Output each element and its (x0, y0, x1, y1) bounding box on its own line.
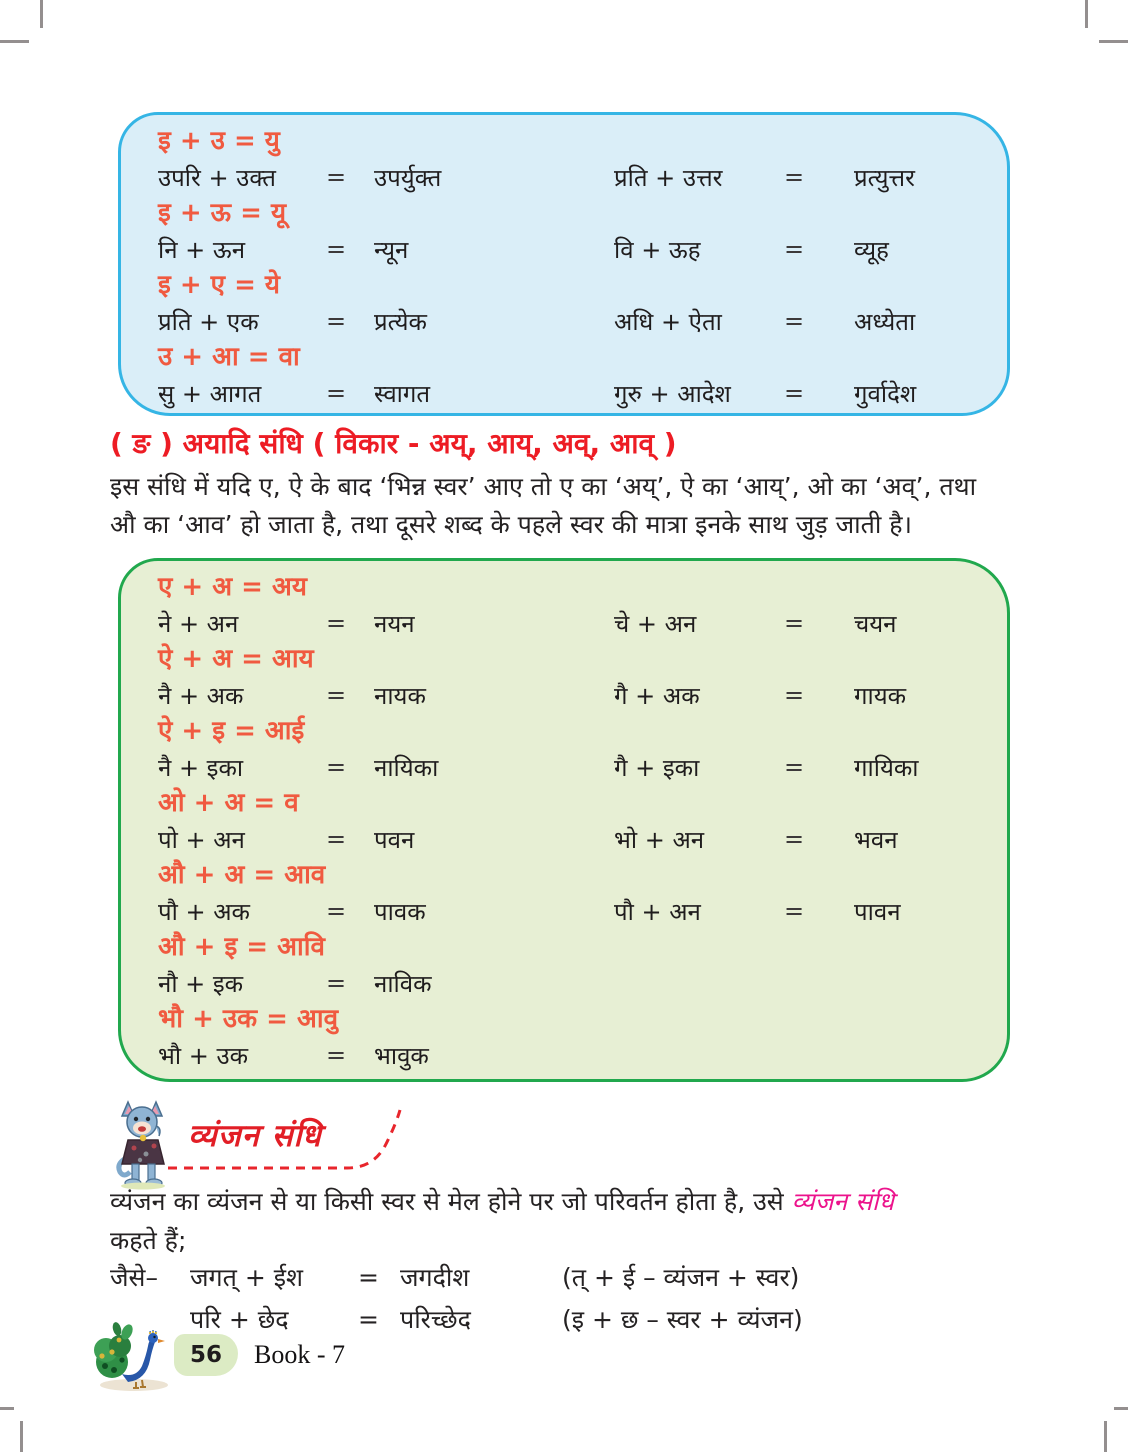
sandhi-rule-heading: भौ + उक = आवु (158, 1004, 339, 1034)
equals-sign: = (784, 897, 805, 925)
sandhi-example-row (158, 159, 987, 195)
sandhi-expression: गुरु + आदेश (614, 379, 731, 408)
equals-sign: = (358, 1304, 379, 1334)
sandhi-result: उपर्युक्त (374, 163, 442, 192)
ayadi-sandhi-description (110, 468, 1045, 544)
sandhi-result: स्वागत (374, 379, 431, 408)
sandhi-example-row (158, 893, 987, 929)
sandhi-expression: पो + अन (158, 825, 245, 854)
swar-sandhi-examples-box (118, 112, 1010, 416)
sandhi-result: व्यूह (854, 235, 889, 264)
sandhi-result: गुर्वादेश (854, 379, 917, 408)
paragraph-line: कहते हैं; (110, 1226, 187, 1255)
page-footer (92, 1318, 512, 1398)
sandhi-rule-heading: ए + अ = अय (158, 572, 307, 602)
sandhi-result: नायक (374, 681, 426, 710)
equals-sign: = (784, 379, 805, 407)
crop-mark-top-right-v (1085, 0, 1088, 28)
equals-sign: = (784, 753, 805, 781)
sandhi-result: नायिका (374, 753, 439, 782)
crop-mark-top-left-h (0, 40, 29, 43)
sandhi-result: पावन (854, 897, 901, 926)
example-note: (त् + ई – व्यंजन + स्वर) (562, 1263, 800, 1292)
equals-sign: = (326, 379, 347, 407)
equals-sign: = (326, 609, 347, 637)
sandhi-expression: प्रति + उत्तर (614, 163, 723, 192)
sandhi-expression: प्रति + एक (158, 307, 259, 336)
crop-mark-bottom-right-h (1114, 1407, 1128, 1410)
vyanjan-sandhi-title: व्यंजन संधि (188, 1118, 322, 1154)
equals-sign: = (784, 307, 805, 335)
paragraph-line: व्यंजन का व्यंजन से या किसी स्वर से मेल होने पर जो परिवर्तन होता है, उसे (110, 1187, 784, 1216)
sandhi-result: गायिका (854, 753, 919, 782)
sandhi-example-row (158, 821, 987, 857)
equals-sign: = (784, 609, 805, 637)
crop-mark-bottom-left-h (0, 1407, 14, 1410)
sandhi-expression: नि + ऊन (158, 235, 246, 264)
sandhi-expression: सु + आगत (158, 379, 262, 408)
sandhi-result: न्यून (374, 235, 409, 264)
example-row (110, 1256, 950, 1298)
equals-sign: = (784, 825, 805, 853)
equals-sign: = (326, 897, 347, 925)
equals-sign: = (326, 969, 347, 997)
paragraph-line: इस संधि में यदि ए, ऐ के बाद ‘भिन्न स्वर’ आए तो ए का ‘अय्’, ऐ का ‘आय्’, ओ का ‘अव्’, तथा (110, 472, 977, 501)
sandhi-expression: पौ + अक (158, 897, 250, 926)
sandhi-example-row (158, 1037, 987, 1073)
equals-sign: = (326, 825, 347, 853)
sandhi-result: परिच्छेद (400, 1305, 471, 1334)
page-number: 56 (189, 1342, 222, 1368)
equals-sign: = (784, 235, 805, 263)
sandhi-expression: चे + अन (614, 609, 697, 638)
sandhi-expression: भो + अन (614, 825, 705, 854)
ayadi-sandhi-heading: ( ङ ) अयादि संधि ( विकार - अय्, आय्, अव्, आव् ) (110, 427, 677, 460)
equals-sign: = (326, 235, 347, 263)
crop-mark-top-left-v (40, 0, 43, 28)
sandhi-result: नयन (374, 609, 415, 638)
example-note: (इ + छ – स्वर + व्यंजन) (562, 1305, 803, 1334)
sandhi-example-row (158, 231, 987, 267)
sandhi-example-row (158, 375, 987, 411)
sandhi-result: अध्येता (854, 307, 916, 336)
sandhi-example-row (158, 749, 987, 785)
sandhi-rule-heading: उ + आ = वा (158, 342, 300, 372)
sandhi-rule-heading: इ + ऊ = यू (158, 198, 287, 228)
sandhi-result: भावुक (374, 1041, 429, 1070)
crop-mark-top-right-h (1099, 40, 1128, 43)
sandhi-expression: नै + अक (158, 681, 244, 710)
sandhi-rule-heading: ऐ + इ = आई (158, 716, 305, 746)
sandhi-expression: गै + इका (614, 753, 700, 782)
sandhi-rule-heading: औ + इ = आवि (158, 932, 325, 962)
sandhi-expression: उपरि + उक्त (158, 163, 276, 192)
dashed-underline-decoration (162, 1104, 412, 1176)
sandhi-expression: गै + अक (614, 681, 700, 710)
sandhi-expression: भौ + उक (158, 1041, 249, 1070)
crop-mark-bottom-right-v (1104, 1421, 1107, 1452)
equals-sign: = (326, 1041, 347, 1069)
equals-sign: = (326, 753, 347, 781)
equals-sign: = (358, 1262, 379, 1292)
sandhi-result: चयन (854, 609, 897, 638)
sandhi-expression: नै + इका (158, 753, 244, 782)
ayadi-sandhi-examples-box (118, 558, 1010, 1082)
sandhi-rule-heading: औ + अ = आव (158, 860, 326, 890)
sandhi-result: प्रत्येक (374, 307, 427, 336)
sandhi-expression: जगत् + ईश (190, 1263, 303, 1292)
sandhi-result: गायक (854, 681, 907, 710)
equals-sign: = (784, 681, 805, 709)
sandhi-rule-heading: ऐ + अ = आय (158, 644, 314, 674)
sandhi-rule-heading: इ + ए = ये (158, 270, 281, 300)
sandhi-rule-heading: इ + उ = यु (158, 126, 280, 156)
sandhi-result: भवन (854, 825, 898, 854)
book-label: Book - 7 (254, 1340, 345, 1369)
crop-mark-bottom-left-v (20, 1421, 23, 1452)
example-intro: जैसे– (110, 1263, 158, 1292)
sandhi-example-row (158, 605, 987, 641)
sandhi-expression: अधि + ऐता (614, 307, 722, 336)
sandhi-expression: वि + ऊह (614, 235, 701, 264)
vyanjan-sandhi-section-header (104, 1096, 404, 1186)
sandhi-rule-heading: ओ + अ = व (158, 788, 299, 818)
sandhi-example-row (158, 965, 987, 1001)
sandhi-example-row (158, 303, 987, 339)
paragraph-line: औ का ‘आव’ हो जाता है, तथा दूसरे शब्द के पहले स्वर की मात्रा इनके साथ जुड़ जाती है। (110, 510, 913, 539)
equals-sign: = (326, 681, 347, 709)
vyanjan-sandhi-description (110, 1182, 1055, 1260)
sandhi-result: जगदीश (400, 1263, 470, 1292)
equals-sign: = (784, 163, 805, 191)
page-number-badge (174, 1334, 238, 1376)
sandhi-expression: नौ + इक (158, 969, 244, 998)
sandhi-result: नाविक (374, 969, 432, 998)
highlighted-term: व्यंजन संधि (791, 1187, 894, 1216)
sandhi-result: प्रत्युत्तर (854, 163, 915, 192)
peacock-icon (92, 1322, 178, 1392)
equals-sign: = (326, 163, 347, 191)
sandhi-example-row (158, 677, 987, 713)
sandhi-expression: परि + छेद (190, 1305, 289, 1334)
sandhi-expression: पौ + अन (614, 897, 701, 926)
sandhi-result: पवन (374, 825, 415, 854)
sandhi-result: पावक (374, 897, 426, 926)
sandhi-expression: ने + अन (158, 609, 239, 638)
equals-sign: = (326, 307, 347, 335)
